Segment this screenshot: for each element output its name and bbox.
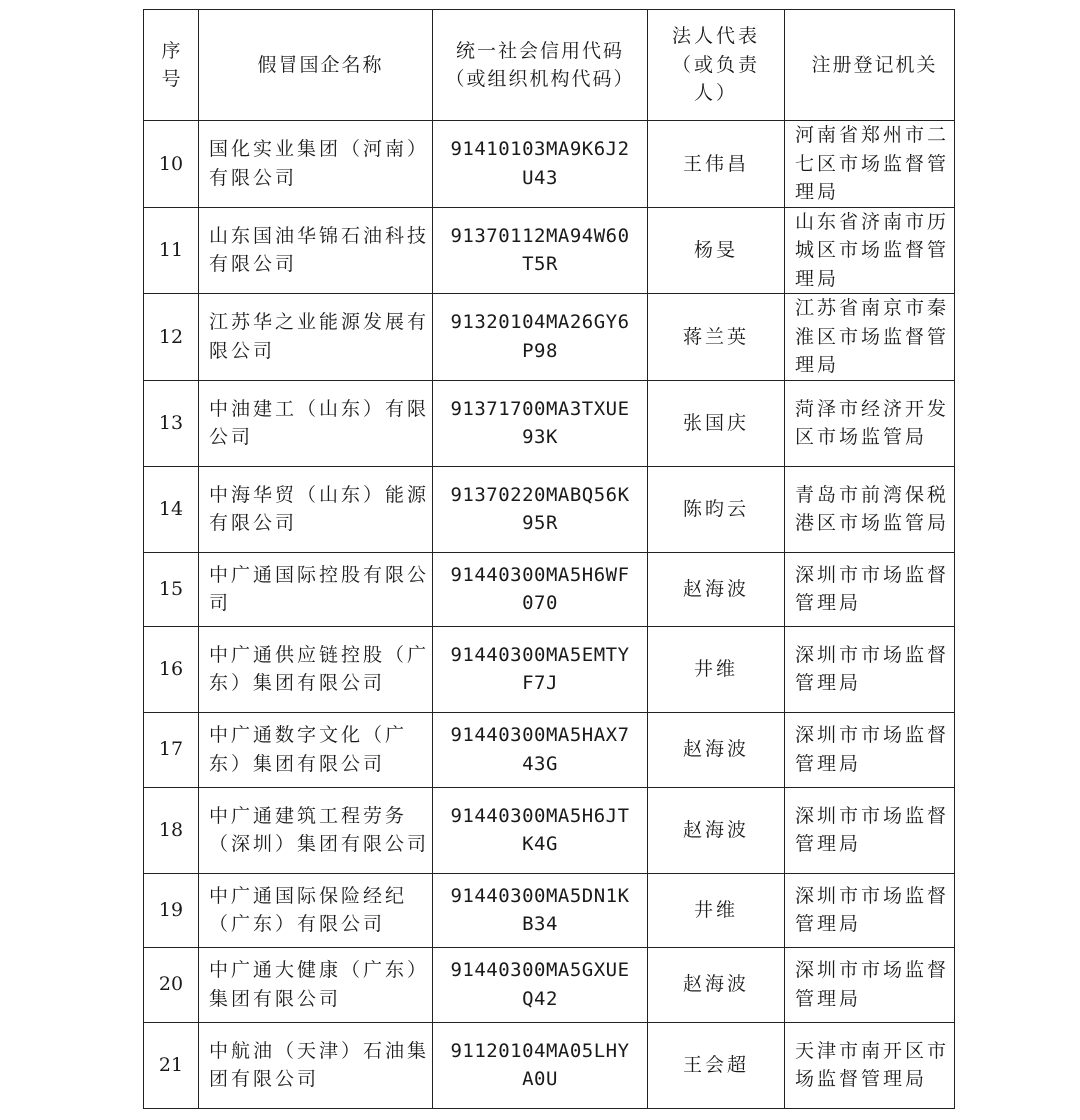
table-row xyxy=(144,787,955,873)
row-serial-number: 13 xyxy=(144,380,199,466)
row-serial-number: 21 xyxy=(144,1022,199,1108)
row-legal-rep: 赵海波 xyxy=(648,552,785,626)
table-row xyxy=(144,380,955,466)
header-company-name: 假冒国企名称 xyxy=(199,10,433,121)
row-serial-number: 11 xyxy=(144,207,199,294)
row-registration-authority: 山东省济南市历城区市场监督管理局 xyxy=(785,207,955,294)
row-company-name: 中油建工（山东）有限公司 xyxy=(199,380,433,466)
row-legal-rep: 井维 xyxy=(648,626,785,712)
row-registration-authority: 深圳市市场监督管理局 xyxy=(785,873,955,947)
company-table xyxy=(143,9,955,1109)
row-credit-code: 91371700MA3TXUE93K xyxy=(433,380,648,466)
row-legal-rep: 赵海波 xyxy=(648,947,785,1022)
row-company-name: 中广通数字文化（广东）集团有限公司 xyxy=(199,712,433,787)
table-row xyxy=(144,294,955,381)
row-credit-code: 91440300MA5HAX743G xyxy=(433,712,648,787)
table-row xyxy=(144,712,955,787)
row-registration-authority: 深圳市市场监督管理局 xyxy=(785,947,955,1022)
row-company-name: 中广通建筑工程劳务（深圳）集团有限公司 xyxy=(199,787,433,873)
row-registration-authority: 深圳市市场监督管理局 xyxy=(785,626,955,712)
row-company-name: 中广通国际保险经纪（广东）有限公司 xyxy=(199,873,433,947)
row-registration-authority: 深圳市市场监督管理局 xyxy=(785,787,955,873)
row-registration-authority: 深圳市市场监督管理局 xyxy=(785,712,955,787)
row-serial-number: 15 xyxy=(144,552,199,626)
row-legal-rep: 蒋兰英 xyxy=(648,294,785,381)
row-company-name: 山东国油华锦石油科技有限公司 xyxy=(199,207,433,294)
header-credit-code: 统一社会信用代码（或组织机构代码） xyxy=(433,10,648,121)
row-legal-rep: 王伟昌 xyxy=(648,121,785,208)
row-legal-rep: 王会超 xyxy=(648,1022,785,1108)
row-serial-number: 10 xyxy=(144,121,199,208)
row-company-name: 国化实业集团（河南）有限公司 xyxy=(199,121,433,208)
row-credit-code: 91440300MA5EMTYF7J xyxy=(433,626,648,712)
header-registration-authority: 注册登记机关 xyxy=(785,10,955,121)
row-company-name: 中广通国际控股有限公司 xyxy=(199,552,433,626)
row-credit-code: 91320104MA26GY6P98 xyxy=(433,294,648,381)
row-serial-number: 20 xyxy=(144,947,199,1022)
row-company-name: 中广通大健康（广东）集团有限公司 xyxy=(199,947,433,1022)
row-registration-authority: 江苏省南京市秦淮区市场监督管理局 xyxy=(785,294,955,381)
row-credit-code: 91440300MA5DN1KB34 xyxy=(433,873,648,947)
row-registration-authority: 菏泽市经济开发区市场监管局 xyxy=(785,380,955,466)
row-credit-code: 91440300MA5H6JTK4G xyxy=(433,787,648,873)
table-row xyxy=(144,947,955,1022)
table-row xyxy=(144,626,955,712)
row-serial-number: 14 xyxy=(144,466,199,552)
table-row xyxy=(144,466,955,552)
row-registration-authority: 河南省郑州市二七区市场监督管理局 xyxy=(785,121,955,208)
table-row xyxy=(144,1022,955,1108)
row-credit-code: 91370220MABQ56K95R xyxy=(433,466,648,552)
row-credit-code: 91440300MA5H6WF070 xyxy=(433,552,648,626)
row-serial-number: 16 xyxy=(144,626,199,712)
row-company-name: 江苏华之业能源发展有限公司 xyxy=(199,294,433,381)
row-legal-rep: 张国庆 xyxy=(648,380,785,466)
row-serial-number: 18 xyxy=(144,787,199,873)
row-legal-rep: 井维 xyxy=(648,873,785,947)
table-header-row xyxy=(144,10,955,121)
table-row xyxy=(144,873,955,947)
row-company-name: 中海华贸（山东）能源有限公司 xyxy=(199,466,433,552)
table-row xyxy=(144,207,955,294)
row-serial-number: 17 xyxy=(144,712,199,787)
row-credit-code: 91370112MA94W60T5R xyxy=(433,207,648,294)
row-legal-rep: 赵海波 xyxy=(648,712,785,787)
row-credit-code: 91440300MA5GXUEQ42 xyxy=(433,947,648,1022)
row-registration-authority: 深圳市市场监督管理局 xyxy=(785,552,955,626)
row-registration-authority: 青岛市前湾保税港区市场监管局 xyxy=(785,466,955,552)
row-legal-rep: 赵海波 xyxy=(648,787,785,873)
row-company-name: 中航油（天津）石油集团有限公司 xyxy=(199,1022,433,1108)
row-serial-number: 19 xyxy=(144,873,199,947)
row-legal-rep: 陈昀云 xyxy=(648,466,785,552)
row-legal-rep: 杨旻 xyxy=(648,207,785,294)
table-row xyxy=(144,121,955,208)
row-registration-authority: 天津市南开区市场监督管理局 xyxy=(785,1022,955,1108)
row-company-name: 中广通供应链控股（广东）集团有限公司 xyxy=(199,626,433,712)
row-credit-code: 91120104MA05LHYA0U xyxy=(433,1022,648,1108)
row-serial-number: 12 xyxy=(144,294,199,381)
table-row xyxy=(144,552,955,626)
header-legal-rep: 法人代表（或负责人） xyxy=(648,10,785,121)
row-credit-code: 91410103MA9K6J2U43 xyxy=(433,121,648,208)
header-serial-number: 序号 xyxy=(144,10,199,121)
